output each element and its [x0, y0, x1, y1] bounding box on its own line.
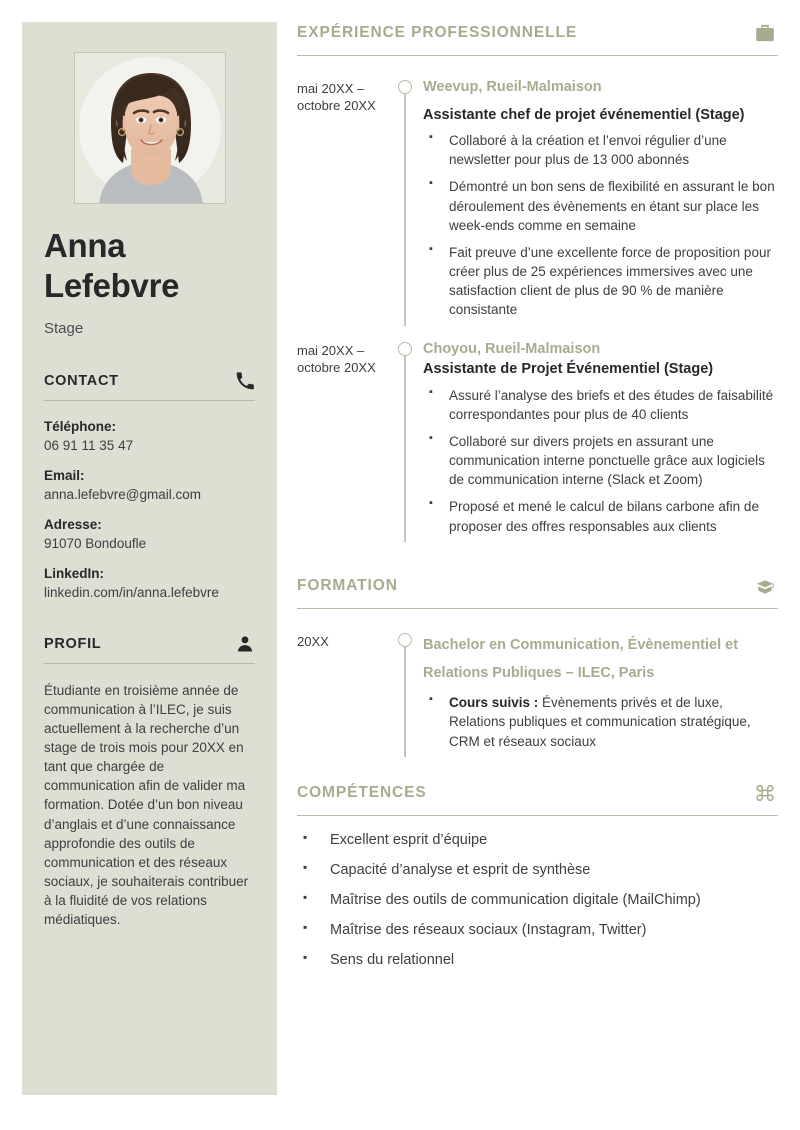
timeline-marker-icon — [398, 342, 412, 356]
list-item: ▪ Démontré un bon sens de flexibilité en assurant le bon déroulement des évènements en étant sur place les week-ends comme en semaine — [423, 177, 778, 234]
profile-divider — [44, 663, 255, 664]
sidebar — [22, 22, 277, 1095]
profile-section-header — [44, 634, 255, 654]
list-item: ▪ Sens du relationnel — [297, 952, 778, 968]
entry-organization: Bachelor en Communication, Évènementiel et Relations Publiques – ILEC, Paris — [423, 636, 739, 682]
page-title — [44, 226, 255, 307]
profile-text: Étudiante en troisième année de communication à l’ILEC, je suis actuellement à la recherche d’un stage de trois mois pour 20XX en tant que chargée de communication afin de valider ma formation. Dotée d’un bon niveau d’anglais et d’une connaissance approfondie des outils de communication et des réseaux sociaux, je souhaiterais contribuer à la fluidité de vos relations médiatiques. — [44, 682, 249, 928]
competences-section-header — [297, 782, 778, 804]
entry-date-line-2: octobre 20XX — [297, 359, 376, 375]
contact-list — [44, 419, 255, 600]
entry-bullet-list — [423, 693, 778, 750]
command-icon — [754, 782, 776, 804]
entry-bullet-list — [423, 131, 778, 319]
timeline-line — [404, 641, 405, 757]
list-item: ▪ Maîtrise des outils de communication digitale (MailChimp) — [297, 892, 778, 908]
formation-section-header — [297, 575, 778, 597]
formation-entry — [297, 631, 778, 757]
competences-heading: COMPÉTENCES — [297, 783, 427, 801]
timeline-line — [404, 350, 405, 542]
entry-role: Assistante chef de projet événementiel (Stage) — [423, 106, 745, 123]
list-item: ▪ Collaboré à la création et l’envoi régulier d’une newsletter pour plus de 13 000 abonnés — [423, 131, 778, 169]
list-item: ▪ Excellent esprit d’équipe — [297, 832, 778, 848]
list-item: ▪ Assuré l’analyse des briefs et des études de faisabilité correspondantes pour plus de 40 clients — [423, 386, 778, 424]
first-name: Anna — [44, 227, 126, 264]
timeline-line — [404, 88, 405, 326]
entry-body — [423, 340, 778, 542]
list-item: ▪ Fait preuve d’une excellente force de proposition pour créer plus de 25 expériences immersives avec une satisfaction client de plus de 90 % de manière consistante — [423, 243, 778, 320]
main-content — [297, 22, 778, 982]
entry-date-line-2: octobre 20XX — [297, 98, 376, 114]
profile-heading: PROFIL — [44, 635, 102, 652]
contact-value[interactable]: 06 91 11 35 47 — [44, 437, 134, 453]
contact-divider — [44, 400, 255, 401]
contact-item-linkedin — [44, 566, 255, 600]
courses-text: Évènements privés et de luxe, Relations publiques et communication stratégique, CRM et réseaux sociaux — [449, 695, 751, 749]
timeline-axis — [389, 340, 423, 542]
timeline-axis — [389, 78, 423, 326]
entry-bullet-list — [423, 386, 778, 536]
entry-date-line-1: mai 20XX – — [297, 342, 365, 358]
list-item — [423, 693, 778, 750]
contact-label: Email: — [44, 467, 85, 483]
formation-divider — [297, 608, 778, 609]
timeline-marker-icon — [398, 633, 412, 647]
entry-date-line-1: mai 20XX – — [297, 81, 365, 96]
person-icon — [235, 634, 255, 654]
entry-body — [423, 631, 778, 757]
entry-organization: Weevup, Rueil-Malmaison — [423, 79, 602, 95]
contact-item-address — [44, 517, 255, 551]
competences-divider — [297, 815, 778, 816]
entry-role: Assistante de Projet Événementiel (Stage) — [423, 361, 714, 378]
avatar — [74, 52, 226, 204]
entry-dates — [297, 78, 389, 326]
entry-dates: 20XX — [297, 633, 329, 649]
courses-label: Cours suivis : — [449, 695, 539, 711]
contact-section-header — [44, 371, 255, 391]
list-item: ▪ Collaboré sur divers projets en assurant une communication interne ponctuelle grâce aux logiciels de communication interne (Slack et Zoom) — [423, 432, 778, 489]
contact-item-phone — [44, 419, 255, 453]
entry-dates — [297, 340, 389, 542]
experience-section-header — [297, 22, 778, 44]
graduation-cap-icon — [754, 575, 776, 597]
entry-body — [423, 78, 778, 326]
timeline-marker-icon — [398, 80, 412, 94]
experience-entry — [297, 340, 778, 542]
contact-label: Adresse: — [44, 516, 102, 532]
briefcase-icon — [754, 22, 776, 44]
entry-organization: Choyou, Rueil-Malmaison — [423, 340, 601, 357]
phone-icon — [235, 371, 255, 391]
competences-list — [297, 832, 778, 968]
list-item: ▪ Capacité d’analyse et esprit de synthèse — [297, 862, 778, 878]
experience-entry — [297, 78, 778, 326]
contact-label: Téléphone: — [44, 418, 117, 434]
competences-section — [297, 782, 778, 968]
contact-item-email — [44, 468, 255, 502]
timeline-axis — [389, 631, 423, 757]
avatar-portrait-icon — [75, 53, 226, 204]
job-title: Stage — [44, 319, 84, 337]
contact-label: LinkedIn: — [44, 565, 104, 581]
contact-heading: CONTACT — [44, 372, 119, 389]
contact-value[interactable]: linkedin.com/in/anna.lefebvre — [44, 584, 219, 600]
last-name: Lefebvre — [44, 267, 180, 305]
formation-section — [297, 575, 778, 757]
contact-value: 91070 Bondoufle — [44, 535, 147, 551]
list-item: ▪ Proposé et mené le calcul de bilans carbone afin de proposer des offres responsables aux clients — [423, 497, 778, 535]
contact-value[interactable]: anna.lefebvre@gmail.com — [44, 486, 202, 502]
formation-heading: FORMATION — [297, 576, 398, 594]
experience-section — [297, 22, 778, 542]
experience-divider — [297, 55, 778, 56]
experience-heading: EXPÉRIENCE PROFESSIONNELLE — [297, 24, 578, 41]
list-item: ▪ Maîtrise des réseaux sociaux (Instagram, Twitter) — [297, 922, 778, 938]
